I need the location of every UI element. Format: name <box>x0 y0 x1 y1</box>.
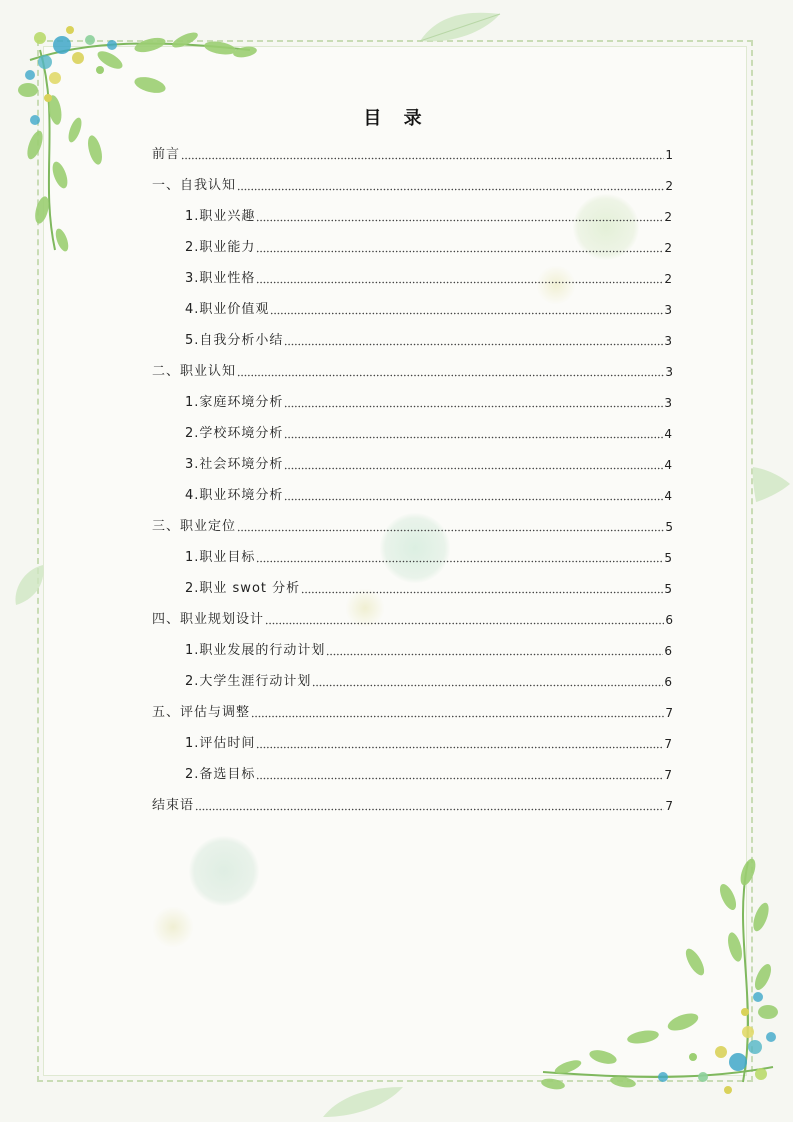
toc-entry[interactable] <box>152 515 673 535</box>
toc-dot-leader <box>265 617 664 625</box>
toc-entry-page-number: 2 <box>664 241 672 255</box>
toc-entry-page-number: 6 <box>665 613 673 627</box>
toc-entry[interactable] <box>185 329 672 349</box>
toc-entry[interactable] <box>185 205 672 225</box>
toc-entry-label: 2.备选目标 <box>185 767 256 782</box>
toc-entry-label: 1.评估时间 <box>185 736 256 751</box>
toc-entry[interactable] <box>152 794 673 814</box>
toc-entry-label: 1.职业目标 <box>185 550 256 565</box>
toc-entry-page-number: 4 <box>664 489 672 503</box>
toc-entry-label: 2.职业 swot 分析 <box>185 581 301 596</box>
toc-dot-leader <box>256 555 663 563</box>
toc-entry-page-number: 7 <box>664 768 672 782</box>
toc-entry-page-number: 7 <box>665 799 673 813</box>
toc-entry[interactable] <box>185 422 672 442</box>
toc-entry[interactable] <box>185 484 672 504</box>
toc-dot-leader <box>284 400 663 408</box>
toc-entry-page-number: 4 <box>664 458 672 472</box>
toc-dot-leader <box>237 369 664 377</box>
toc-title: 目 录 <box>363 108 430 129</box>
toc-entry-label: 1.职业兴趣 <box>185 209 256 224</box>
toc-dot-leader <box>301 586 663 594</box>
toc-entry[interactable] <box>185 546 672 566</box>
toc-entry[interactable] <box>185 236 672 256</box>
toc-entry-page-number: 3 <box>664 396 672 410</box>
toc-entry-label: 前言 <box>152 147 181 162</box>
toc-entry[interactable] <box>185 732 672 752</box>
toc-dot-leader <box>284 493 663 501</box>
toc-dot-leader <box>256 245 663 253</box>
toc-entry-page-number: 5 <box>665 520 673 534</box>
toc-entry[interactable] <box>152 701 673 721</box>
toc-dot-leader <box>256 276 663 284</box>
toc-dot-leader <box>251 710 664 718</box>
toc-entry-page-number: 4 <box>664 427 672 441</box>
leaf-top-icon <box>415 6 505 46</box>
toc-entry[interactable] <box>152 360 673 380</box>
toc-dot-leader <box>237 183 664 191</box>
toc-entry[interactable] <box>152 174 673 194</box>
toc-dot-leader <box>284 431 663 439</box>
toc-entry-label: 4.职业价值观 <box>185 302 270 317</box>
leaf-right-icon <box>748 462 793 507</box>
toc-entry-label: 2.学校环境分析 <box>185 426 284 441</box>
toc-dot-leader <box>284 338 663 346</box>
floral-corner-top-left-icon <box>0 0 270 270</box>
toc-entry-page-number: 6 <box>664 644 672 658</box>
toc-entry[interactable] <box>185 267 672 287</box>
toc-entry-label: 3.社会环境分析 <box>185 457 284 472</box>
toc-entry-page-number: 7 <box>665 706 673 720</box>
toc-dot-leader <box>195 803 664 811</box>
toc-dot-leader <box>270 307 663 315</box>
leaf-left-icon <box>8 560 48 610</box>
toc-entry-label: 二、职业认知 <box>152 364 237 379</box>
toc-entry-page-number: 2 <box>665 179 673 193</box>
toc-entry-page-number: 5 <box>664 582 672 596</box>
leaf-bottom-icon <box>318 1082 408 1122</box>
toc-entry-page-number: 3 <box>665 365 673 379</box>
toc-entry-label: 结束语 <box>152 798 195 813</box>
toc-dot-leader <box>256 214 663 222</box>
toc-dot-leader <box>312 679 663 687</box>
toc-entry-page-number: 6 <box>664 675 672 689</box>
toc-dot-leader <box>326 648 663 656</box>
toc-entry-label: 3.职业性格 <box>185 271 256 286</box>
toc-entry-page-number: 2 <box>664 210 672 224</box>
toc-entry-label: 五、评估与调整 <box>152 705 251 720</box>
toc-dot-leader <box>256 741 663 749</box>
toc-entry-label: 2.职业能力 <box>185 240 256 255</box>
toc-entry-label: 1.家庭环境分析 <box>185 395 284 410</box>
toc-entry-page-number: 1 <box>665 148 673 162</box>
toc-entry[interactable] <box>185 453 672 473</box>
toc-entry-label: 5.自我分析小结 <box>185 333 284 348</box>
toc-entry-label: 一、自我认知 <box>152 178 237 193</box>
toc-entry[interactable] <box>185 391 672 411</box>
toc-dot-leader <box>256 772 663 780</box>
toc-entry-label: 2.大学生涯行动计划 <box>185 674 312 689</box>
toc-entry-page-number: 5 <box>664 551 672 565</box>
toc-entry-page-number: 3 <box>664 334 672 348</box>
toc-dot-leader <box>181 152 664 160</box>
toc-entry-label: 4.职业环境分析 <box>185 488 284 503</box>
toc-entry-page-number: 3 <box>664 303 672 317</box>
watercolor-blob <box>152 906 194 948</box>
watercolor-blob <box>189 836 259 906</box>
toc-entry[interactable] <box>185 298 672 318</box>
toc-entry[interactable] <box>185 670 672 690</box>
toc-entry[interactable] <box>185 577 672 597</box>
toc-entry[interactable] <box>152 608 673 628</box>
toc-entry-label: 三、职业定位 <box>152 519 237 534</box>
toc-entry-page-number: 7 <box>664 737 672 751</box>
toc-entry[interactable] <box>185 763 672 783</box>
floral-corner-bottom-right-icon <box>523 852 793 1122</box>
toc-entry[interactable] <box>152 143 673 163</box>
toc-dot-leader <box>284 462 663 470</box>
toc-entry-label: 四、职业规划设计 <box>152 612 265 627</box>
toc-entry-label: 1.职业发展的行动计划 <box>185 643 326 658</box>
toc-entry[interactable] <box>185 639 672 659</box>
toc-entry-page-number: 2 <box>664 272 672 286</box>
toc-dot-leader <box>237 524 664 532</box>
